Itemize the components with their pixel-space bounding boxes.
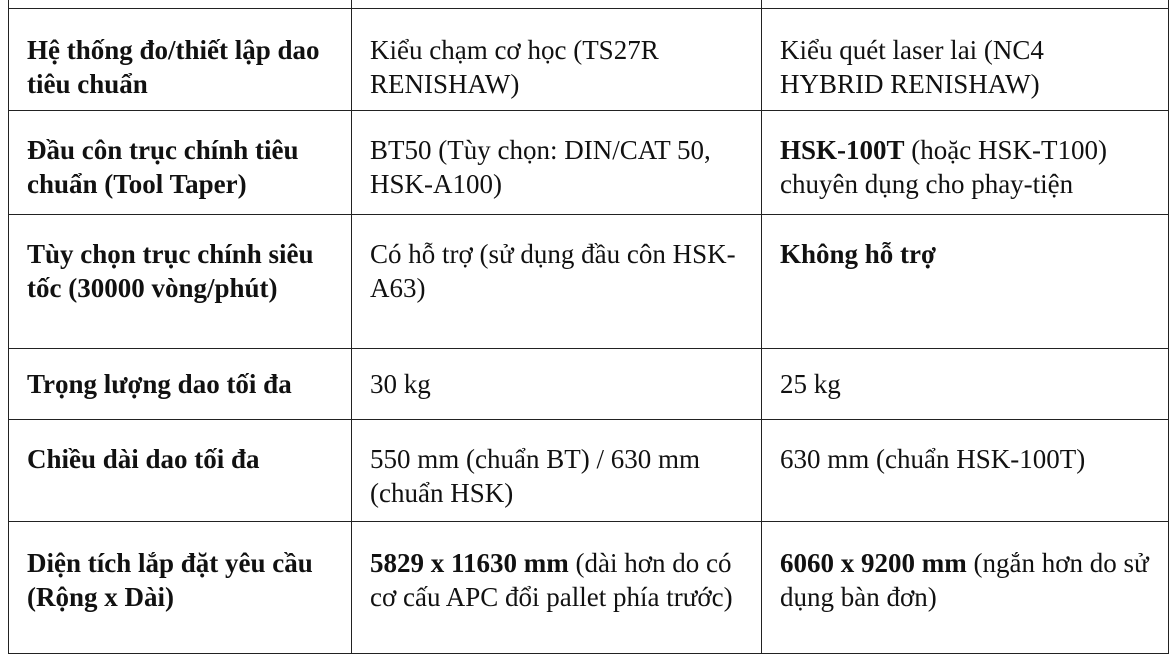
table-cell [762, 349, 1169, 420]
cell-text: 25 kg [780, 369, 841, 399]
cell-text: 30 kg [370, 369, 431, 399]
cell-text: Kiểu chạm cơ học (TS27R RENISHAW) [370, 35, 659, 99]
cell-text: (hoặc HSK-T100) chuyên dụng cho phay-tiện [780, 135, 1107, 199]
table-cell [352, 522, 762, 654]
cell-text: Kiểu quét laser lai (NC4 HYBRID RENISHAW) [780, 35, 1044, 99]
table-cell [762, 522, 1169, 654]
cell-bold-text: 5829 x 11630 mm [370, 548, 569, 578]
table-cell-empty [9, 0, 352, 9]
table-row [9, 111, 1169, 215]
row-label: Diện tích lắp đặt yêu cầu (Rộng x Dài) [9, 522, 352, 654]
cell-bold-text: HSK-100T [780, 135, 905, 165]
cell-text: (dài hơn do có cơ cấu APC đổi pallet phía trước) [370, 548, 733, 612]
cell-bold-text: Không hỗ trợ [780, 239, 936, 269]
table-row-partial-top [9, 0, 1169, 9]
cell-text: 550 mm (chuẩn BT) / 630 mm (chuẩn HSK) [370, 444, 700, 508]
row-label: Chiều dài dao tối đa [9, 420, 352, 522]
table-row [9, 349, 1169, 420]
table-cell [352, 9, 762, 111]
row-label: Hệ thống đo/thiết lập dao tiêu chuẩn [9, 9, 352, 111]
table-cell-empty [762, 0, 1169, 9]
table-row [9, 420, 1169, 522]
table-cell [352, 420, 762, 522]
cell-bold-text: 6060 x 9200 mm [780, 548, 967, 578]
cell-text: (ngắn hơn do sử dụng bàn đơn) [780, 548, 1149, 612]
table-cell [762, 111, 1169, 215]
table-row [9, 215, 1169, 349]
row-label: Trọng lượng dao tối đa [9, 349, 352, 420]
table-row [9, 9, 1169, 111]
table-cell [352, 215, 762, 349]
cell-text: Có hỗ trợ (sử dụng đầu côn HSK-A63) [370, 239, 736, 303]
table-row [9, 522, 1169, 654]
table-cell [352, 111, 762, 215]
table-cell [762, 9, 1169, 111]
table-cell [352, 349, 762, 420]
cell-text: BT50 (Tùy chọn: DIN/CAT 50, HSK-A100) [370, 135, 711, 199]
cell-text: 630 mm (chuẩn HSK-100T) [780, 444, 1086, 474]
table-cell [762, 215, 1169, 349]
row-label: Tùy chọn trục chính siêu tốc (30000 vòng/phút) [9, 215, 352, 349]
row-label: Đầu côn trục chính tiêu chuẩn (Tool Taper) [9, 111, 352, 215]
table-cell [762, 420, 1169, 522]
table-cell-empty [352, 0, 762, 9]
spec-comparison-table [8, 0, 1169, 654]
